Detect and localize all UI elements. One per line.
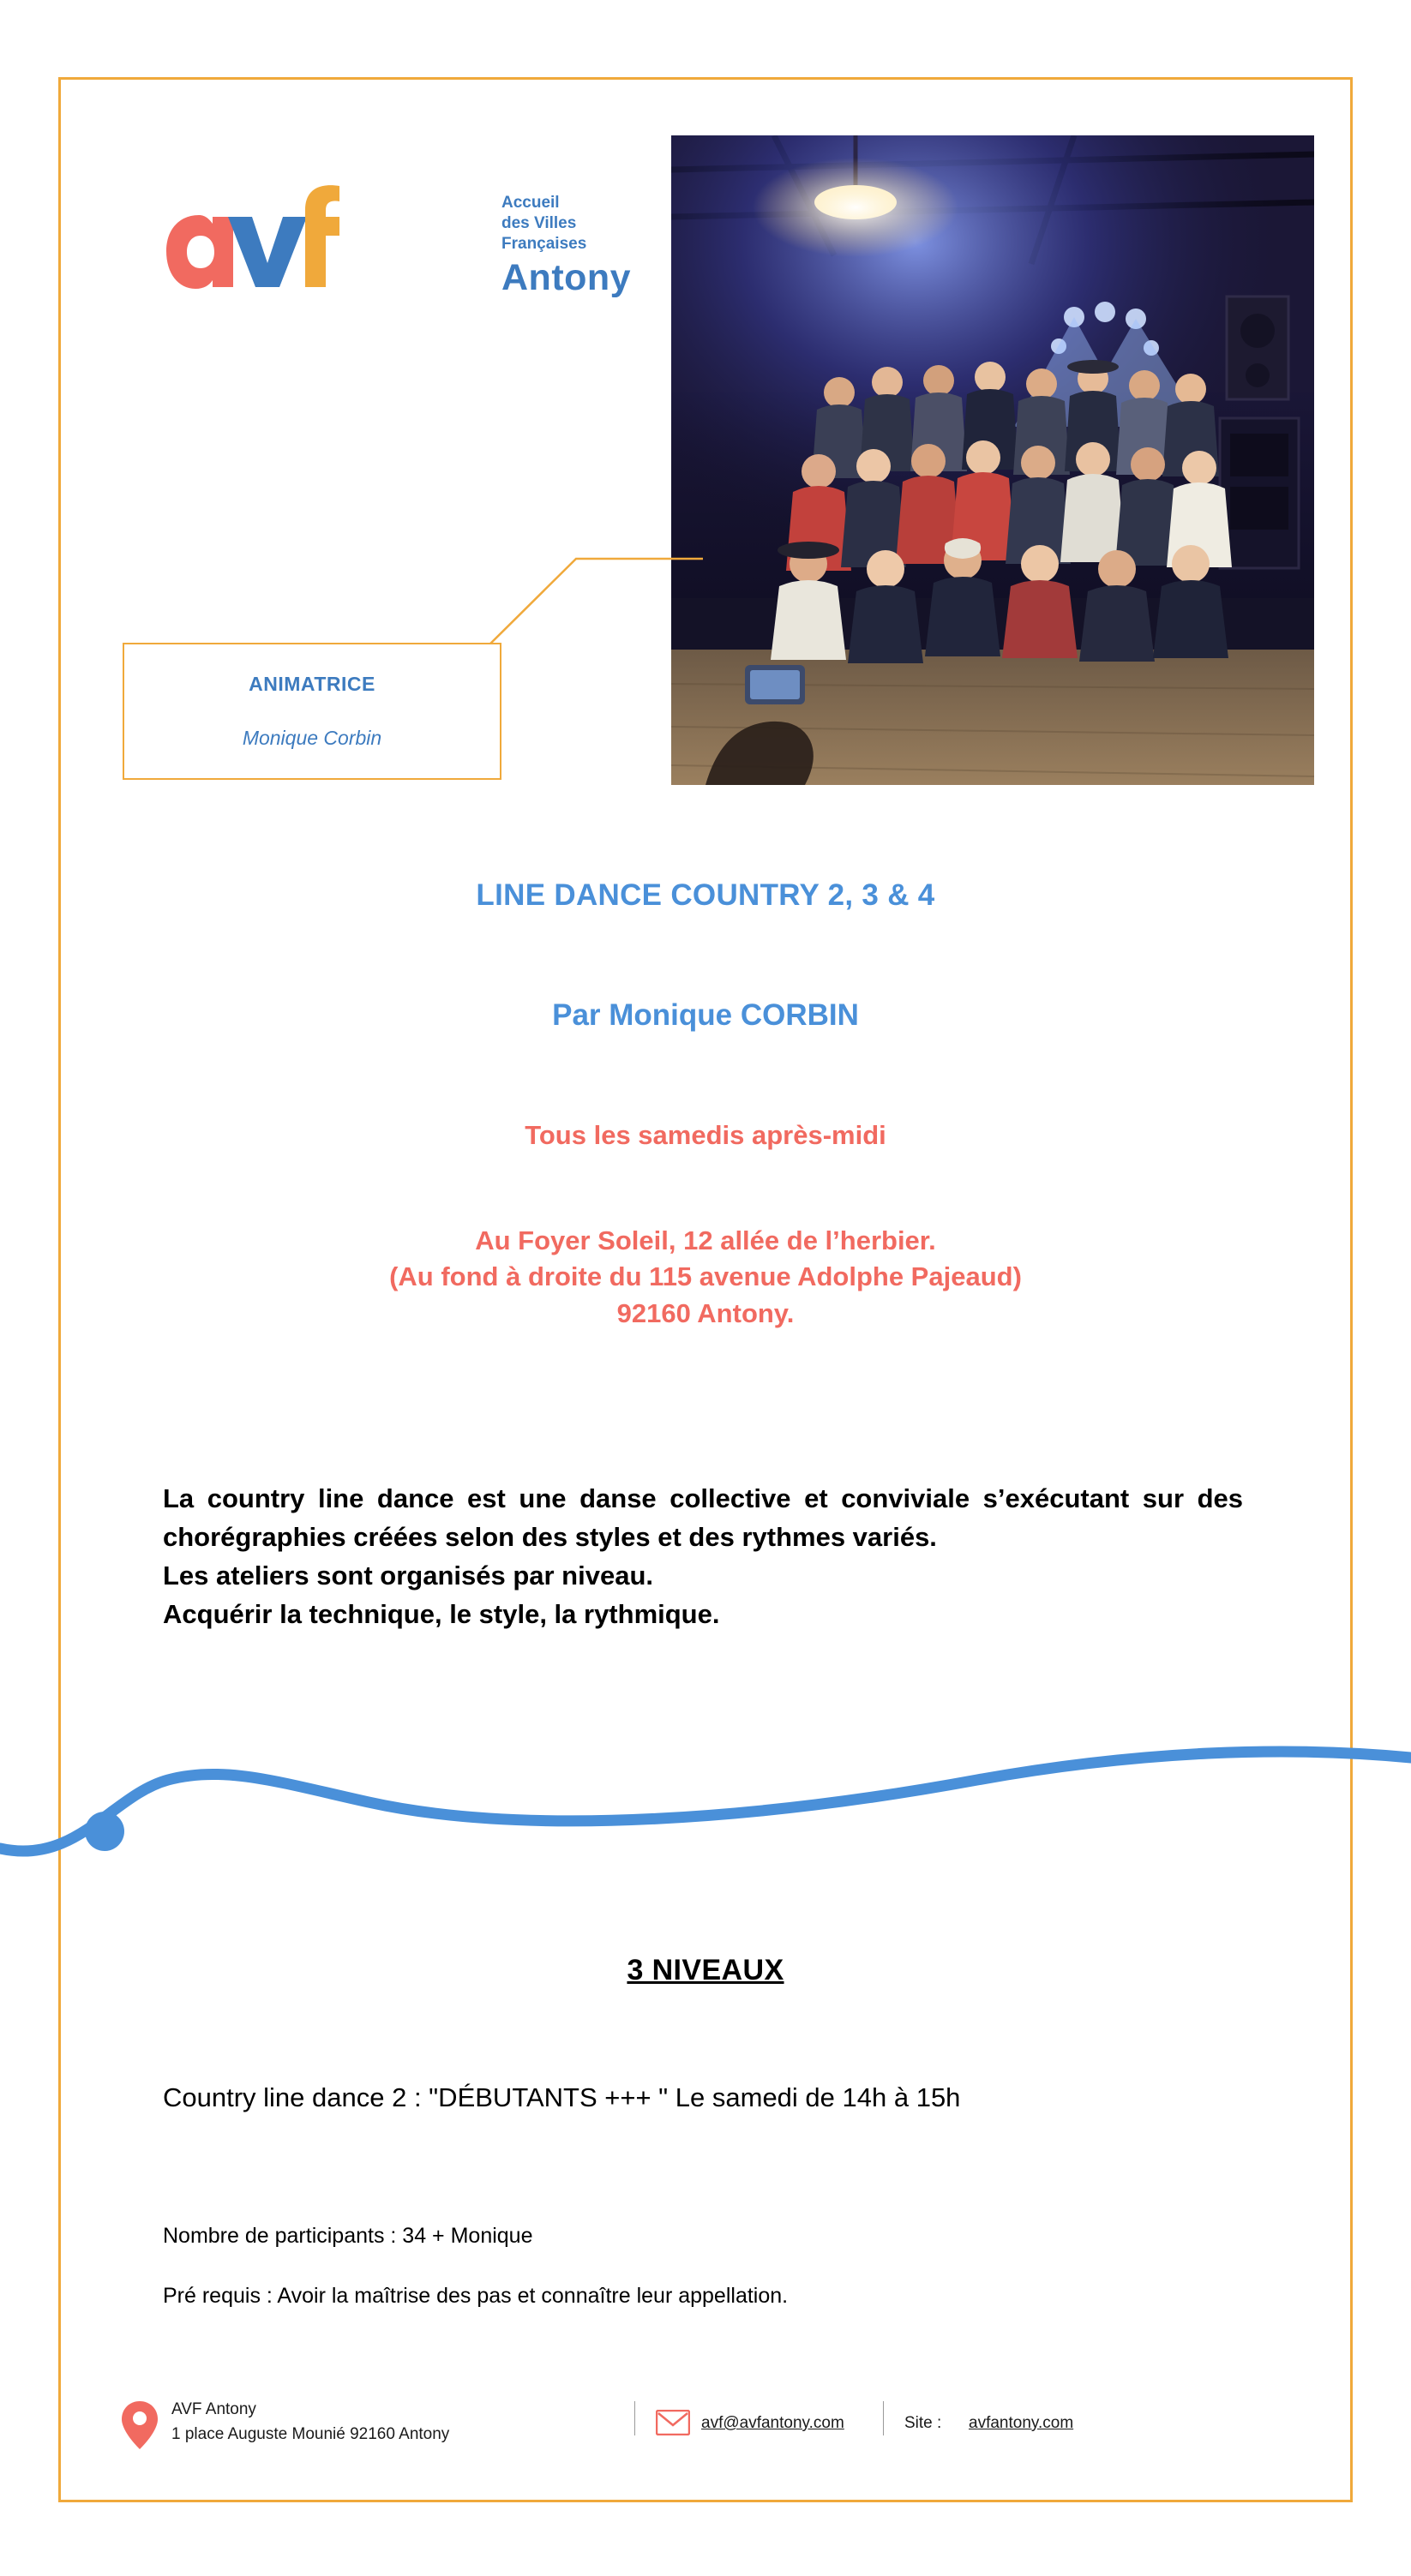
location-pin-icon [120,2399,159,2451]
footer-site-link[interactable]: avfantony.com [969,2414,1074,2432]
animatrice-label: ANIMATRICE [249,673,375,695]
venue-line-1: Au Foyer Soleil, 12 allée de l’herbier. [475,1225,936,1255]
venue-text [0,1223,1411,1332]
levels-heading: 3 NIVEAUX [627,1954,784,1986]
footer-site-label: Site : [904,2414,942,2432]
footer [120,2391,1286,2468]
group-photo [671,135,1314,785]
description-paragraph-3: Acquérir la technique, le style, la rythmique. [163,1598,720,1629]
animatrice-callout [123,643,501,780]
prerequisite-text: Pré requis : Avoir la maîtrise des pas et connaître leur appellation. [163,2284,789,2308]
avf-logo-mark [154,184,351,296]
callout-leader-line [480,470,703,654]
footer-org: AVF Antony [171,2400,256,2418]
level-detail: Country line dance 2 : "DÉBUTANTS +++ " Le samedi de 14h à 15h [163,2082,961,2112]
participants-count: Nombre de participants : 34 + Monique [163,2224,533,2248]
page-title: LINE DANCE COUNTRY 2, 3 & 4 [476,878,935,912]
avf-logo [154,184,632,304]
schedule-text: Tous les samedis après-midi [525,1120,886,1150]
group-photo-image [671,135,1314,785]
animatrice-name: Monique Corbin [242,727,382,749]
description-paragraph-2: Les ateliers sont organisés par niveau. [163,1560,654,1591]
footer-street: 1 place Auguste Mounié 92160 Antony [171,2424,450,2443]
page-subtitle: Par Monique CORBIN [552,998,859,1032]
avf-logo-city: Antony [501,257,632,298]
description-block [163,1480,1243,1634]
mail-icon [656,2410,690,2435]
avf-logo-subtitle: Accueil des Villes Françaises [501,194,587,253]
footer-divider-1 [634,2401,635,2435]
description-paragraph-1: La country line dance est une danse collective et conviviale s’exécutant sur des chorégraphies créées selon des styles et des rythmes variés. [163,1483,1243,1552]
footer-divider-2 [883,2401,884,2435]
venue-line-2: (Au fond à droite du 115 avenue Adolphe Pajeaud) [389,1261,1022,1292]
venue-line-3: 92160 Antony. [616,1297,795,1328]
wave-divider [0,1701,1411,1881]
footer-email-link[interactable]: avf@avfantony.com [701,2414,844,2432]
footer-address [171,2398,449,2447]
